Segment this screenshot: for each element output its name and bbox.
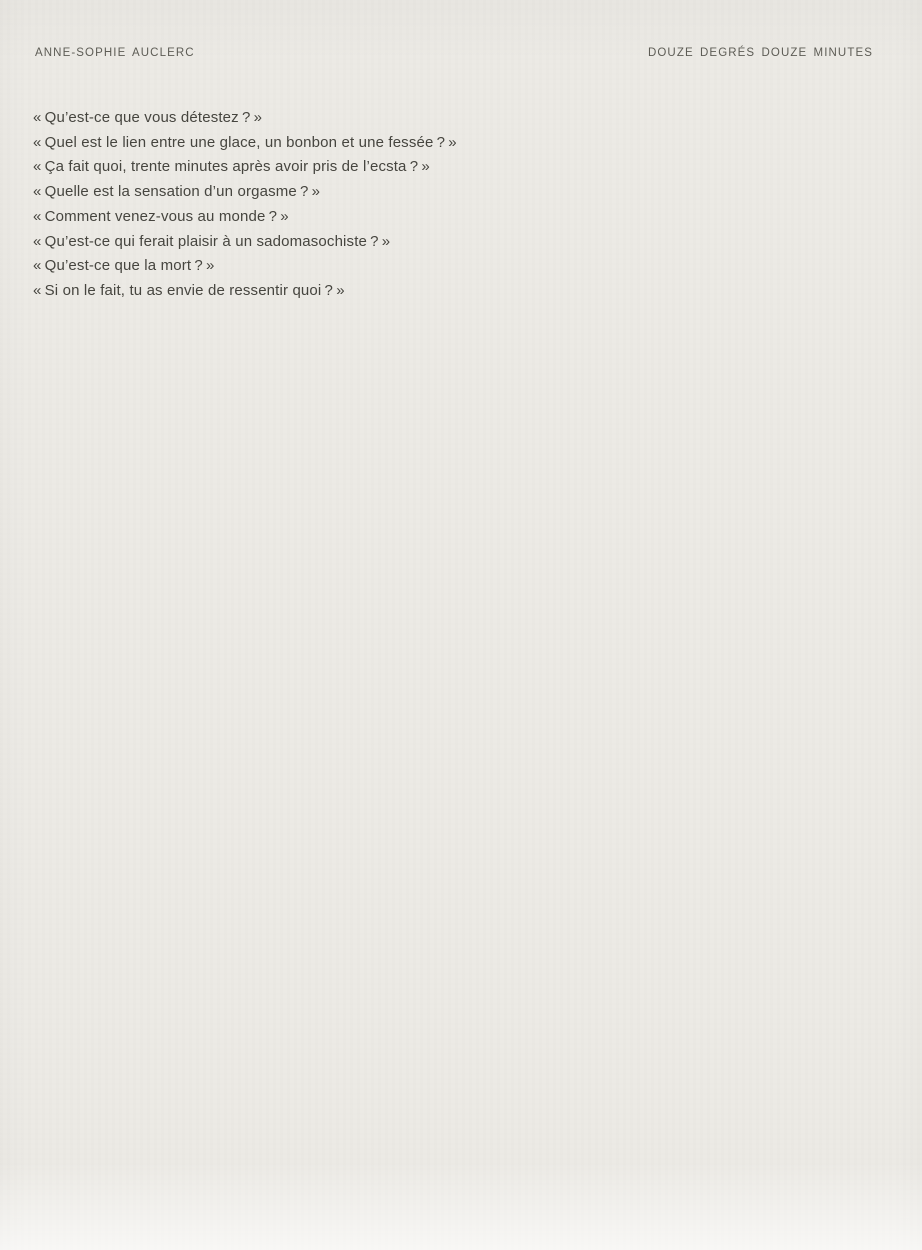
question-line: « Ça fait quoi, trente minutes après avoir pris de l’ecsta ? » bbox=[33, 158, 430, 176]
running-head-author: ANNE-SOPHIE AUCLERC bbox=[35, 47, 195, 59]
questions-list bbox=[33, 106, 882, 304]
question-line: « Quelle est la sensation d’un orgasme ? » bbox=[33, 183, 321, 201]
question-line: « Qu’est-ce qui ferait plaisir à un sadomasochiste ? » bbox=[33, 232, 391, 250]
running-head-title: DOUZE DEGRÉS DOUZE MINUTES bbox=[647, 47, 873, 59]
question-line: « Qu’est-ce que la mort ? » bbox=[33, 257, 215, 275]
question-line: « Qu’est-ce que vous détestez ? » bbox=[33, 109, 263, 126]
page-header bbox=[35, 47, 873, 59]
question-line: « Si on le fait, tu as envie de ressentir quoi ? » bbox=[33, 281, 345, 299]
question-line: « Comment venez-vous au monde ? » bbox=[33, 207, 289, 225]
question-line: « Quel est le lien entre une glace, un bonbon et une fessée ? » bbox=[33, 133, 457, 151]
